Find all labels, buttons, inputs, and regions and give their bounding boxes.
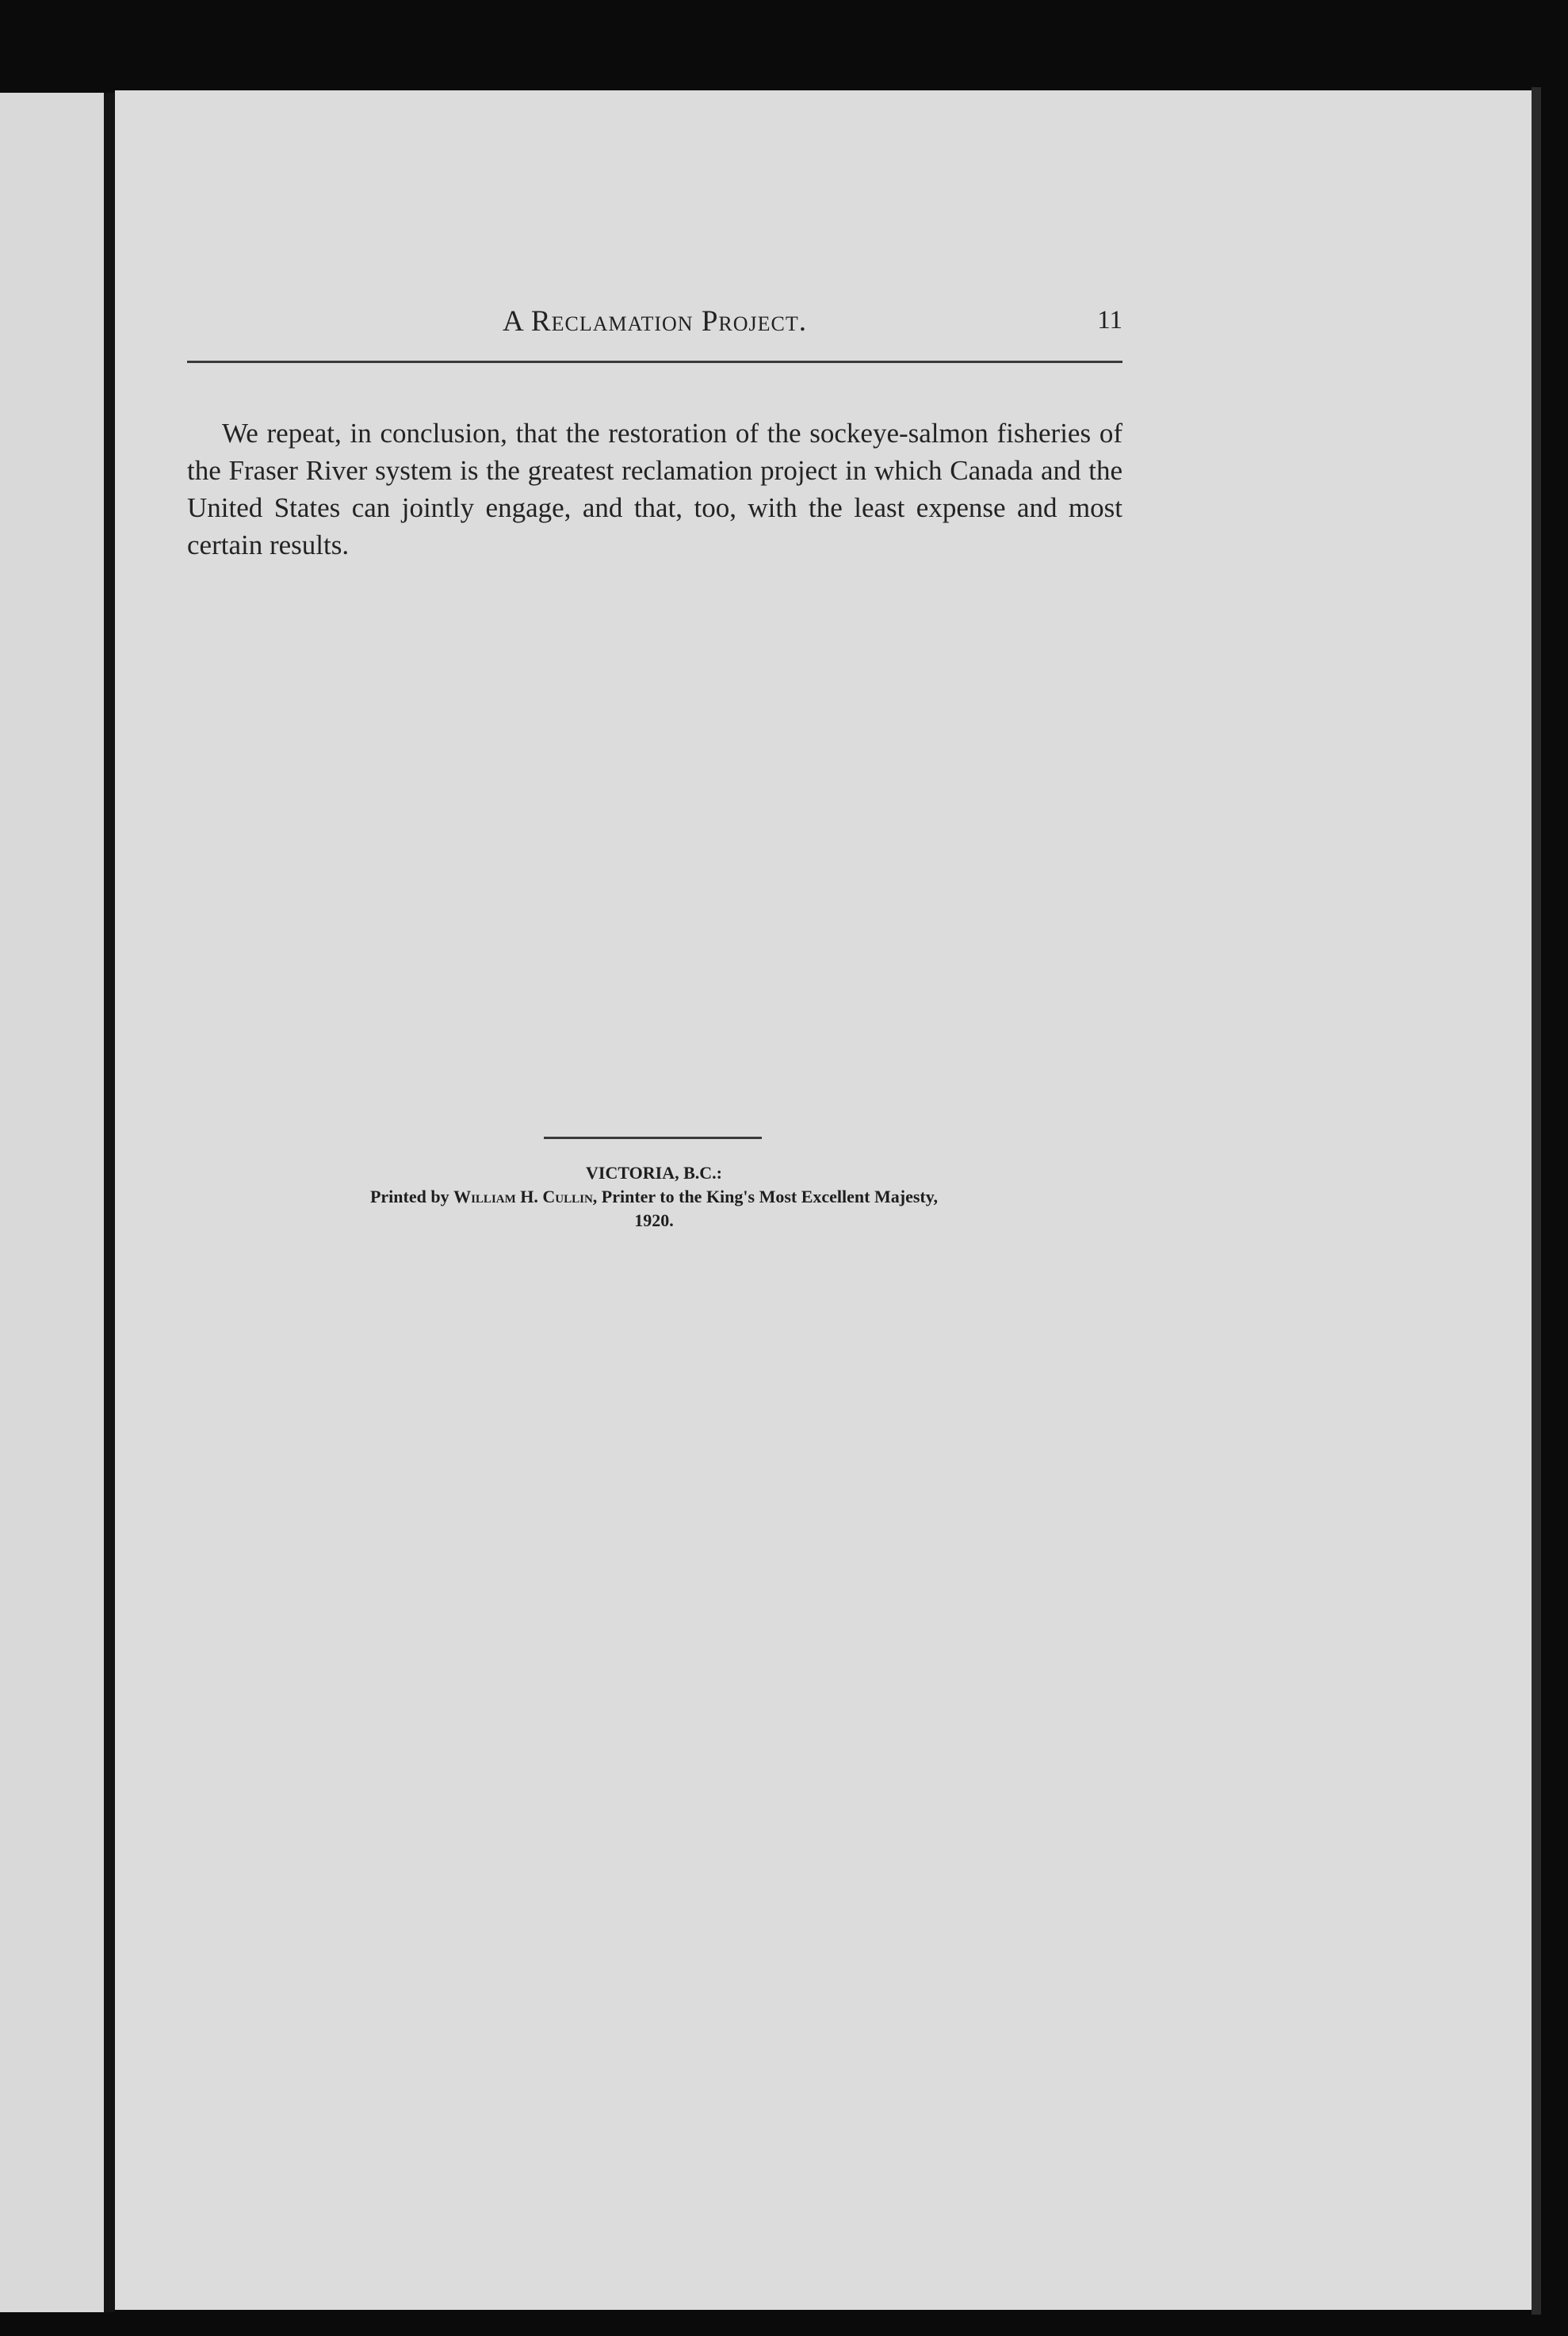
running-title: A Reclamation Project.	[502, 305, 807, 338]
imprint-printer-title: Printer to the King's Most Excellent Majesty,	[601, 1187, 939, 1206]
imprint-printer-line	[238, 1185, 1070, 1209]
page-number: 11	[1097, 306, 1122, 335]
left-page-edge	[0, 93, 104, 2312]
body-paragraph: We repeat, in conclusion, that the restoration of the sockeye-salmon fisheries of the Fraser River system is the greatest reclamation project in which Canada and the United States can jointly engage, and that, too, with the least expense and most certain results.	[187, 418, 1122, 560]
imprint-year: 1920.	[634, 1210, 674, 1230]
book-gutter	[104, 93, 115, 2312]
right-page-edge	[1532, 87, 1541, 2315]
page-header	[187, 304, 1122, 352]
imprint-rule	[544, 1137, 762, 1139]
printer-imprint	[238, 1161, 1070, 1233]
imprint-printed-by: Printed by	[369, 1187, 449, 1206]
imprint-place: VICTORIA, B.C.:	[586, 1163, 722, 1183]
header-rule	[187, 361, 1122, 363]
imprint-printer-name: William H. Cullin,	[453, 1187, 598, 1206]
